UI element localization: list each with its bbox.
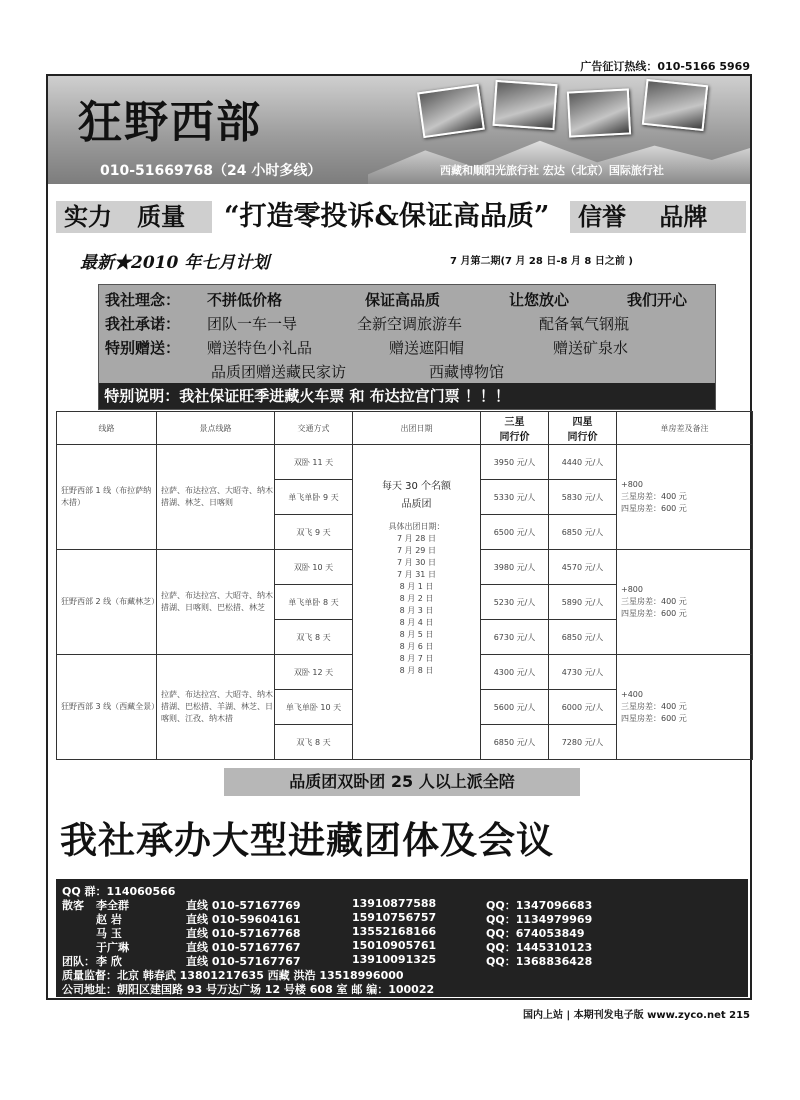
price-3star: 3950 元/人 <box>481 445 549 480</box>
col-header: 景点线路 <box>157 412 275 445</box>
row-label: 我社承诺： <box>105 315 181 333</box>
price-4star: 4730 元/人 <box>549 655 617 690</box>
slogan-right-2: 品牌 <box>659 202 708 231</box>
contact-direct: 直线 010-57167767 <box>186 955 301 968</box>
transport: 双飞 9 天 <box>275 515 353 550</box>
price-4star: 4440 元/人 <box>549 445 617 480</box>
photo-1 <box>417 84 485 138</box>
contact-direct: 直线 010-57167768 <box>186 927 301 940</box>
contact-qq: QQ：674053849 <box>486 927 585 940</box>
contact-direct: 直线 010-59604161 <box>186 913 301 926</box>
quality-supervision: 质量监督：北京 韩春武 13801217635 西藏 洪浩 13518996000 <box>62 969 404 982</box>
value: 配备氧气钢瓶 <box>539 315 630 333</box>
contact-mobile: 15010905761 <box>352 939 437 952</box>
agency-names: 西藏和顺阳光旅行社 宏达（北京）国际旅行社 <box>440 164 664 177</box>
brand-title: 狂野西部 <box>78 97 262 148</box>
date-item: 8 月 8 日 <box>399 666 434 675</box>
price-3star: 3980 元/人 <box>481 550 549 585</box>
route-spots: 拉萨、布达拉宫、大昭寺、纳木措湖、林芝、日喀则 <box>157 445 275 550</box>
slogan-right <box>570 201 746 233</box>
value: 赠送遮阳帽 <box>389 339 465 357</box>
group-banner: 品质团双卧团 25 人以上派全陪 <box>224 768 580 796</box>
table-header-row <box>57 412 753 445</box>
route-name: 狂野西部 3 线（西藏全景） <box>57 655 157 760</box>
slogan-left-1: 实力 <box>64 202 112 231</box>
contact-name: 马 玉 <box>96 927 122 940</box>
price-4star: 6000 元/人 <box>549 690 617 725</box>
page-footer: 国内上站 | 本期刊发电子版 www.zyco.net 215 <box>523 1010 750 1021</box>
date-item: 8 月 5 日 <box>399 630 434 639</box>
slogan-row <box>56 197 746 239</box>
price-3star: 6850 元/人 <box>481 725 549 760</box>
date-item: 具体出团日期： <box>388 522 445 531</box>
value: 全新空调旅游车 <box>357 315 463 333</box>
contact-mobile: 15910756757 <box>352 911 437 924</box>
header-star2-bottom: 同行价 <box>567 432 598 443</box>
notice-text: 特别说明：我社保证旺季进藏火车票 和 布达拉宫门票 ！！！ <box>104 387 510 405</box>
value: 保证高品质 <box>365 291 441 309</box>
col-header: 单房差及备注 <box>617 412 753 445</box>
date-item: 7 月 28 日 <box>397 534 436 543</box>
contact-mobile: 13910091325 <box>352 953 437 966</box>
transport: 单飞单卧 10 天 <box>275 690 353 725</box>
transport: 双卧 10 天 <box>275 550 353 585</box>
plan-period: 7 月第二期(7 月 28 日-8 月 8 日之前 ) <box>450 256 633 267</box>
header-star2-top: 四星 <box>572 417 593 428</box>
transport: 双卧 12 天 <box>275 655 353 690</box>
price-3star: 6730 元/人 <box>481 620 549 655</box>
date-item: 8 月 7 日 <box>399 654 434 663</box>
contact-direct: 直线 010-57167767 <box>186 941 301 954</box>
slogan-main: “打造零投诉&保证高品质” <box>224 201 550 232</box>
price-3star: 6500 元/人 <box>481 515 549 550</box>
room-notes: +400 三星房差：400 元 四星房差：600 元 <box>617 655 753 760</box>
value: 我们开心 <box>627 291 688 309</box>
contact-name: 赵 岩 <box>96 913 122 926</box>
photo-4 <box>642 79 708 131</box>
contact-name: 于广琳 <box>96 941 129 954</box>
price-4star: 6850 元/人 <box>549 515 617 550</box>
col-header: 交通方式 <box>275 412 353 445</box>
contact-qq: QQ：1347096683 <box>486 899 593 912</box>
special-notice <box>99 383 715 409</box>
header-star-bottom: 同行价 <box>499 432 530 443</box>
value: 赠送矿泉水 <box>553 339 629 357</box>
price-4star: 4570 元/人 <box>549 550 617 585</box>
contact-qq: QQ：1134979969 <box>486 913 593 926</box>
price-3star: 5330 元/人 <box>481 480 549 515</box>
value: 赠送特色小礼品 <box>207 339 313 357</box>
transport: 单飞单卧 9 天 <box>275 480 353 515</box>
contact-direct: 直线 010-57167769 <box>186 899 301 912</box>
price-3star: 5230 元/人 <box>481 585 549 620</box>
route-name: 狂野西部 2 线（布藏林芝） <box>57 550 157 655</box>
row-label: 我社理念： <box>105 291 181 309</box>
dates-head: 每天 30 个名额 <box>381 481 452 492</box>
date-item: 7 月 30 日 <box>397 558 436 567</box>
value: 团队一车一导 <box>207 315 298 333</box>
headline: 我社承办大型进藏团体及会议 <box>60 818 554 862</box>
dates-cell <box>353 445 481 760</box>
route-name: 狂野西部 1 线（布拉萨纳木措） <box>57 445 157 550</box>
price-3star: 4300 元/人 <box>481 655 549 690</box>
plan-title: 最新★2010 年七月计划 <box>80 253 270 273</box>
tour-table <box>56 411 753 760</box>
price-4star: 5890 元/人 <box>549 585 617 620</box>
value: 品质团赠送藏民家访 <box>211 363 347 381</box>
value: 西藏博物馆 <box>429 363 505 381</box>
value: 不拼低价格 <box>207 291 283 309</box>
slogan-left-2: 质量 <box>137 202 186 231</box>
date-item: 7 月 31 日 <box>397 570 436 579</box>
transport: 双飞 8 天 <box>275 620 353 655</box>
ad-hotline: 广告征订热线：010-5166 5969 <box>580 60 750 73</box>
banner <box>48 76 750 184</box>
room-notes: +800 三星房差：400 元 四星房差：600 元 <box>617 445 753 550</box>
header-star-top: 三星 <box>504 417 525 428</box>
transport: 双卧 11 天 <box>275 445 353 480</box>
slogan-left <box>56 201 212 233</box>
transport: 双飞 8 天 <box>275 725 353 760</box>
contact-type: 散客 <box>62 899 84 912</box>
date-item: 8 月 2 日 <box>399 594 434 603</box>
contact-type: 团队： <box>62 955 95 968</box>
photo-3 <box>567 88 631 137</box>
price-4star: 6850 元/人 <box>549 620 617 655</box>
price-3star: 5600 元/人 <box>481 690 549 725</box>
route-spots: 拉萨、布达拉宫、大昭寺、纳木措湖、巴松措、羊湖、林芝、日喀则、江孜、纳木措 <box>157 655 275 760</box>
contact-mobile: 13910877588 <box>352 897 437 910</box>
room-notes: +800 三星房差：400 元 四星房差：600 元 <box>617 550 753 655</box>
col-header <box>481 412 549 445</box>
contact-qq: QQ：1368836428 <box>486 955 593 968</box>
photo-2 <box>492 80 557 130</box>
qq-group: QQ 群：114060566 <box>62 885 176 898</box>
date-item: 7 月 29 日 <box>397 546 436 555</box>
dates-sub: 品质团 <box>401 499 432 510</box>
price-4star: 7280 元/人 <box>549 725 617 760</box>
contact-name: 李全群 <box>96 899 129 912</box>
transport: 单飞单卧 8 天 <box>275 585 353 620</box>
row-label: 特别赠送： <box>105 339 181 357</box>
contact-name: 李 欣 <box>96 955 122 968</box>
route-spots: 拉萨、布达拉宫、大昭寺、纳木措湖、日喀则、巴松措、林芝 <box>157 550 275 655</box>
col-header: 出团日期 <box>353 412 481 445</box>
date-item: 8 月 4 日 <box>399 618 434 627</box>
company-address: 公司地址：朝阳区建国路 93 号万达广场 12 号楼 608 室 邮 编：100022 <box>62 983 435 996</box>
contact-mobile: 13552168166 <box>352 925 437 938</box>
contact-qq: QQ：1445310123 <box>486 941 593 954</box>
date-item: 8 月 1 日 <box>399 582 434 591</box>
date-item: 8 月 3 日 <box>399 606 434 615</box>
contact-box <box>56 879 748 997</box>
banner-phone: 010-51669768（24 小时多线） <box>100 163 322 179</box>
table-row <box>57 445 753 480</box>
value: 让您放心 <box>509 291 570 309</box>
col-header <box>549 412 617 445</box>
col-header: 线路 <box>57 412 157 445</box>
price-4star: 5830 元/人 <box>549 480 617 515</box>
date-item: 8 月 6 日 <box>399 642 434 651</box>
philosophy-box <box>98 284 716 410</box>
slogan-right-1: 信誉 <box>578 202 626 231</box>
